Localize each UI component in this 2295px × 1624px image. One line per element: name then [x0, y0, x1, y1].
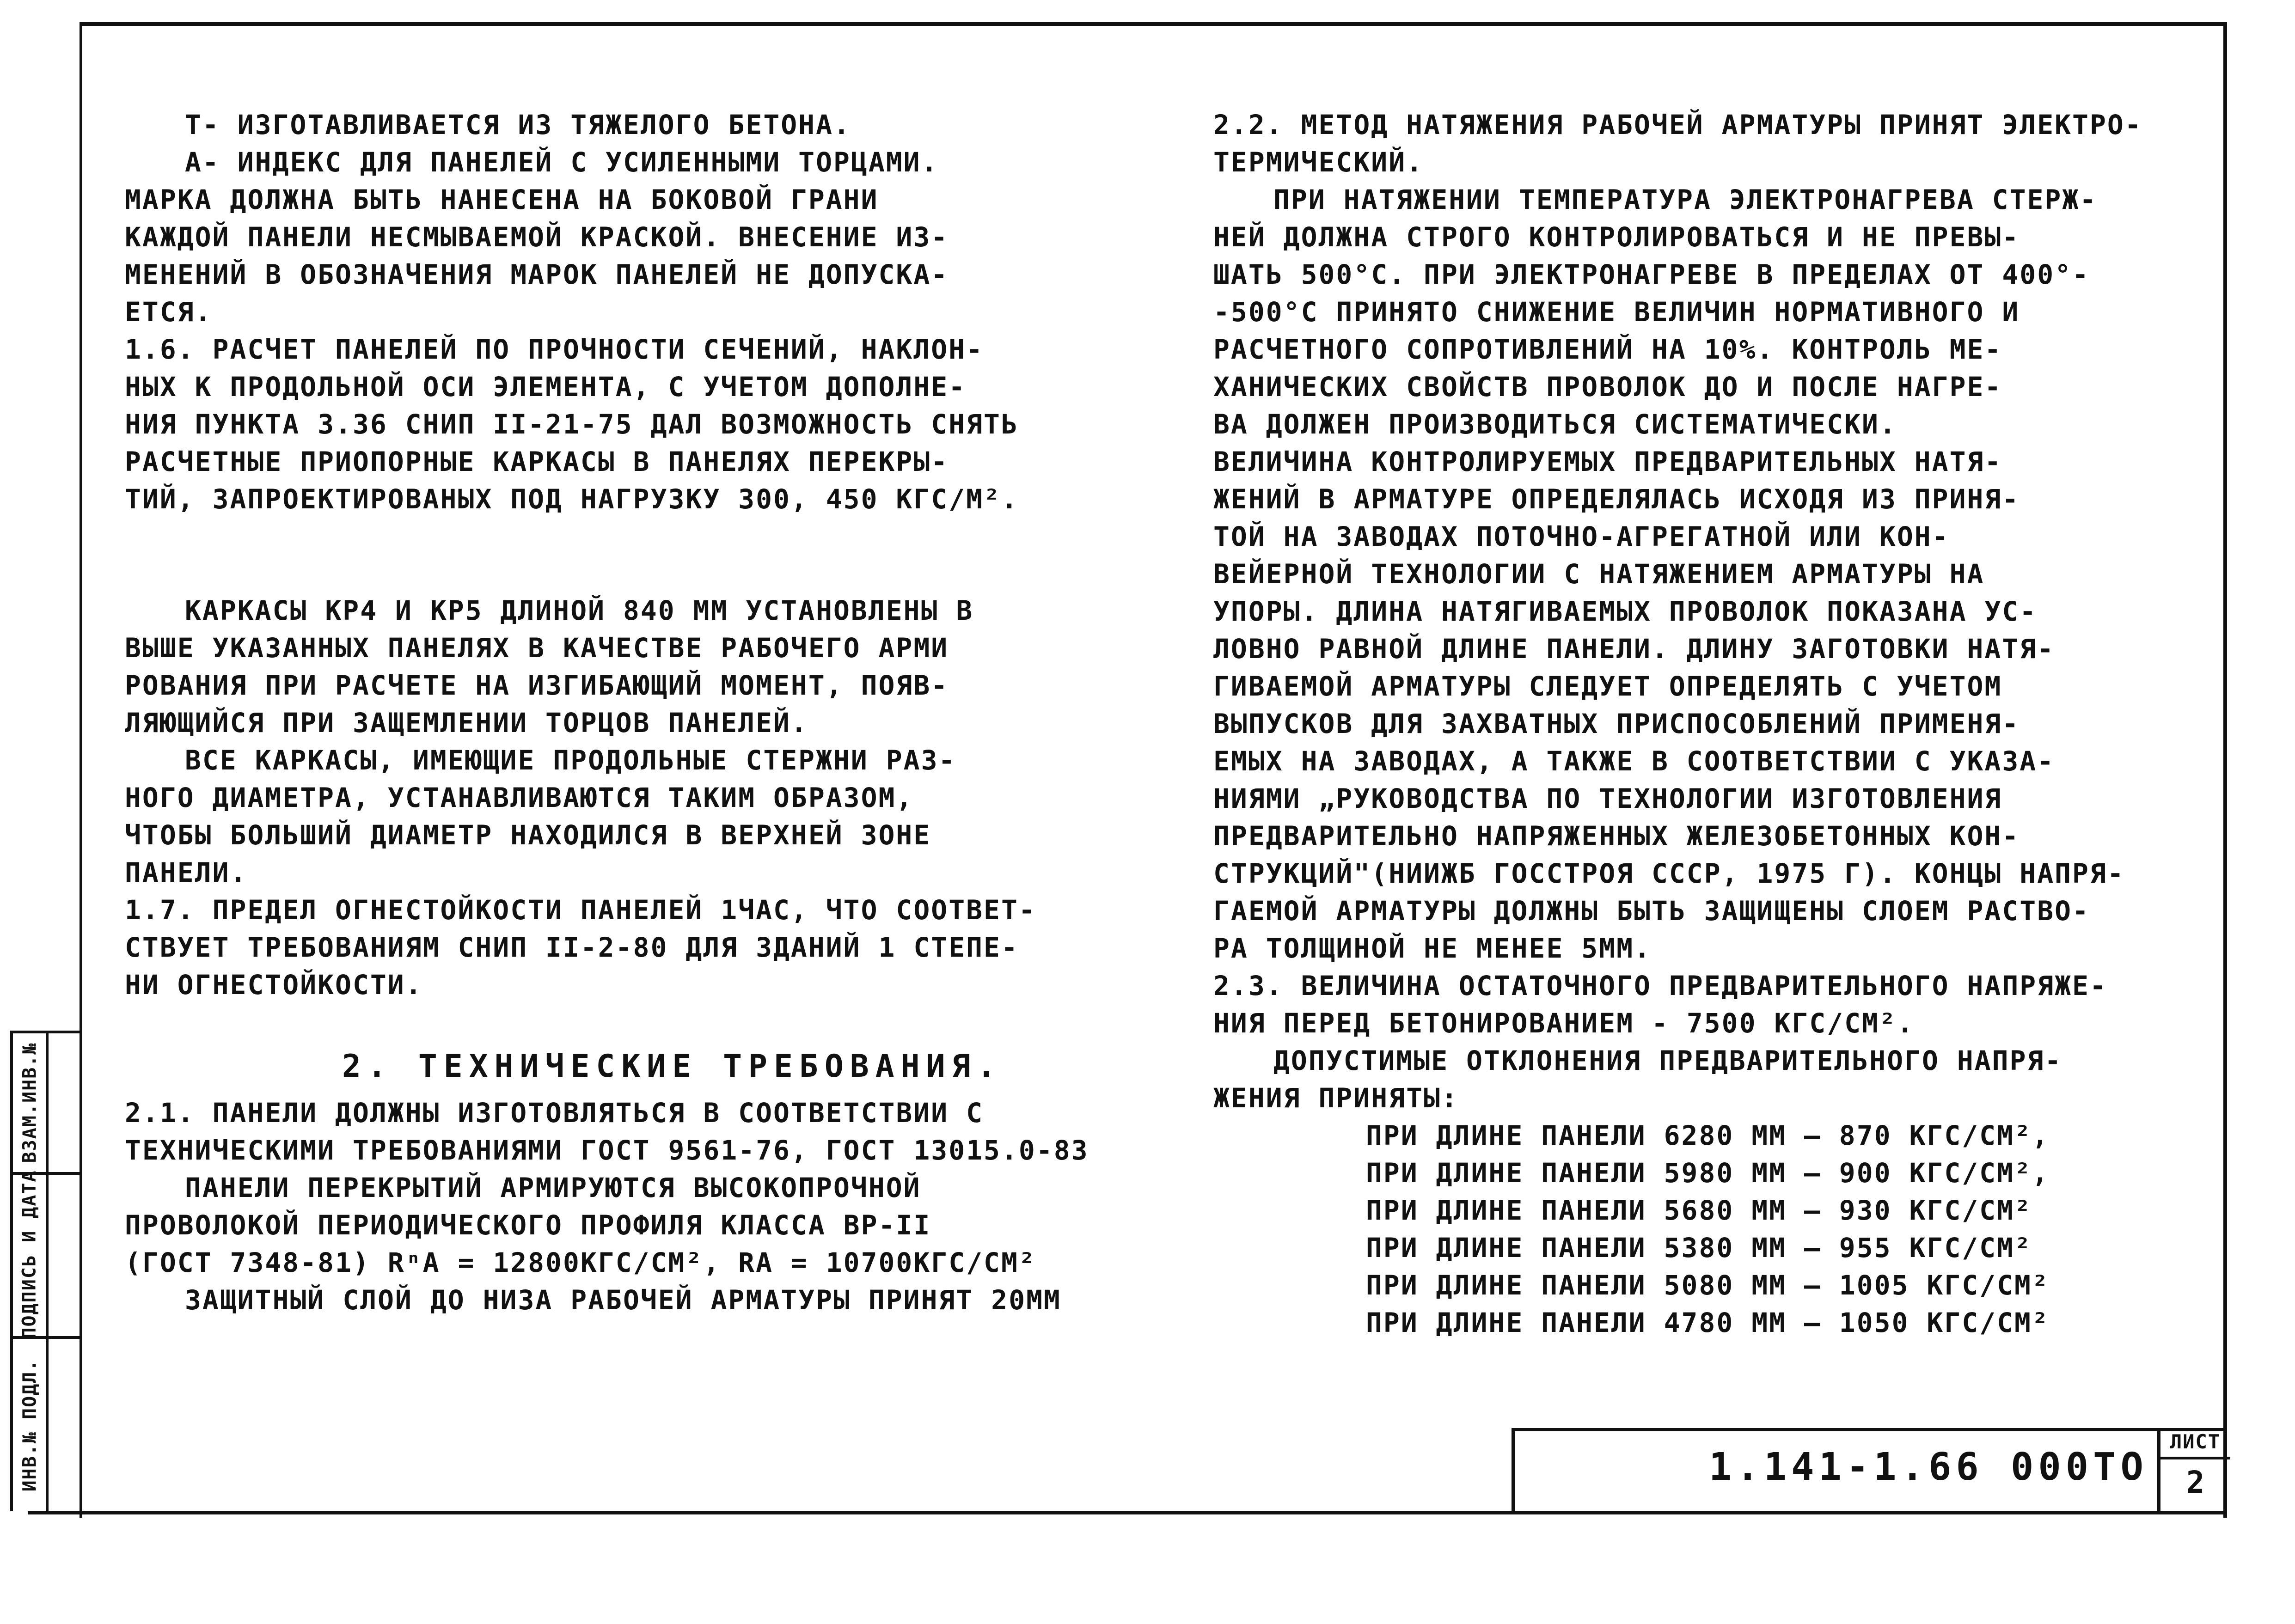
paragraph-2-2 — [1213, 106, 2212, 181]
text-line: НИЯМИ „РУКОВОДСТВА ПО ТЕХНОЛОГИИ ИЗГОТОВЛЕНИЯ — [1213, 783, 2002, 814]
deviation-item: ПРИ ДЛИНЕ ПАНЕЛИ 5980 ММ — 900 КГС/СМ², — [1366, 1157, 2050, 1189]
text-line: МАРКА ДОЛЖНА БЫТЬ НАНЕСЕНА НА БОКОВОЙ ГРАНИ — [125, 184, 879, 215]
text-line: НОГО ДИАМЕТРА, УСТАНАВЛИВАЮТСЯ ТАКИМ ОБРАЗОМ, — [125, 782, 914, 813]
deviation-item: ПРИ ДЛИНЕ ПАНЕЛИ 4780 ММ — 1050 КГС/СМ² — [1366, 1307, 2050, 1338]
stamp-divider — [13, 1172, 80, 1175]
paragraph-2-3 — [1213, 967, 2212, 1042]
stamp-cell-signature-date — [13, 1169, 46, 1339]
text-line: НЫХ К ПРОДОЛЬНОЙ ОСИ ЭЛЕМЕНТА, С УЧЕТОМ ДОПОЛНЕ- — [125, 371, 967, 403]
deviation-item: ПРИ ДЛИНЕ ПАНЕЛИ 5380 ММ — 955 КГС/СМ² — [1366, 1232, 2032, 1264]
text-line: ТОЙ НА ЗАВОДАХ ПОТОЧНО-АГРЕГАТНОЙ ИЛИ КОН- — [1213, 521, 1950, 552]
text-line: ПАНЕЛИ ПЕРЕКРЫТИЙ АРМИРУЮТСЯ ВЫСОКОПРОЧНОЙ — [185, 1172, 921, 1203]
text-line: СТВУЕТ ТРЕБОВАНИЯМ СНИП II-2-80 ДЛЯ ЗДАНИЙ 1 СТЕПЕ- — [125, 932, 1019, 963]
stamp-cell-vzam-inv — [13, 1033, 46, 1172]
text-line: РОВАНИЯ ПРИ РАСЧЕТЕ НА ИЗГИБАЮЩИЙ МОМЕНТ, ПОЯВ- — [125, 670, 949, 701]
text-line: НИ ОГНЕСТОЙКОСТИ. — [125, 969, 423, 1001]
text-line: НЕЙ ДОЛЖНА СТРОГО КОНТРОЛИРОВАТЬСЯ И НЕ ПРЕВЫ- — [1213, 221, 2020, 253]
text-line: -500°С ПРИНЯТО СНИЖЕНИЕ ВЕЛИЧИН НОРМАТИВНОГО И — [1213, 296, 2020, 328]
paragraph-deviations-intro — [1213, 1042, 2212, 1117]
text-line: НИЯ ПЕРЕД БЕТОНИРОВАНИЕМ - 7500 КГС/СМ². — [1213, 1007, 1915, 1039]
right-text-column — [1213, 106, 2212, 1342]
sheet-cell — [2157, 1428, 2230, 1514]
text-line: ВЫШЕ УКАЗАННЫХ ПАНЕЛЯХ В КАЧЕСТВЕ РАБОЧЕГО АРМИ — [125, 632, 949, 664]
paragraph-frames — [125, 592, 1142, 742]
spacer — [125, 518, 1142, 592]
sheet-number: 2 — [2186, 1465, 2205, 1500]
text-line: ЛОВНО РАВНОЙ ДЛИНЕ ПАНЕЛИ. ДЛИНУ ЗАГОТОВКИ НАТЯ- — [1213, 633, 2055, 665]
paragraph-2-1 — [125, 1094, 1142, 1169]
text-line: СТРУКЦИЙ"(НИИЖБ ГОССТРОЯ СССР, 1975 Г). КОНЦЫ НАПРЯ- — [1213, 858, 2125, 889]
paragraph-reinforcement — [125, 1169, 1142, 1282]
text-line: ВА ДОЛЖЕН ПРОИЗВОДИТЬСЯ СИСТЕМАТИЧЕСКИ. — [1213, 409, 1897, 440]
text-line: ШАТЬ 500°С. ПРИ ЭЛЕКТРОНАГРЕВЕ В ПРЕДЕЛАХ ОТ 400°- — [1213, 259, 2090, 290]
paragraph-index: А- ИНДЕКС ДЛЯ ПАНЕЛЕЙ С УСИЛЕННЫМИ ТОРЦАМИ. — [185, 147, 939, 178]
paragraph-1-7 — [125, 891, 1142, 1004]
paragraph-1-6 — [125, 331, 1142, 518]
paragraph-all-frames — [125, 742, 1142, 891]
text-line: РАСЧЕТНОГО СОПРОТИВЛЕНИЙ НА 10%. КОНТРОЛЬ МЕ- — [1213, 334, 2002, 365]
text-line: ТИЙ, ЗАПРОЕКТИРОВАНЫХ ПОД НАГРУЗКУ 300, 450 КГС/М². — [125, 483, 1019, 515]
text-line: (ГОСТ 7348-81) RⁿA = 12800КГС/СМ², RA = 10700КГС/СМ² — [125, 1247, 1036, 1278]
text-line: ЧТОБЫ БОЛЬШИЙ ДИАМЕТР НАХОДИЛСЯ В ВЕРХНЕЙ ЗОНЕ — [125, 819, 931, 851]
text-line: 2.2. МЕТОД НАТЯЖЕНИЯ РАБОЧЕЙ АРМАТУРЫ ПРИНЯТ ЭЛЕКТРО- — [1213, 109, 2142, 140]
paragraph-concrete: Т- ИЗГОТАВЛИВАЕТСЯ ИЗ ТЯЖЕЛОГО БЕТОНА. — [185, 109, 851, 140]
text-line: ТЕХНИЧЕСКИМИ ТРЕБОВАНИЯМИ ГОСТ 9561-76, ГОСТ 13015.0-83 — [125, 1135, 1089, 1166]
text-line: УПОРЫ. ДЛИНА НАТЯГИВАЕМЫХ ПРОВОЛОК ПОКАЗАНА УС- — [1213, 596, 2038, 627]
text-line: ПРЕДВАРИТЕЛЬНО НАПРЯЖЕННЫХ ЖЕЛЕЗОБЕТОННЫХ КОН- — [1213, 820, 2020, 852]
text-line: ЖЕНИЯ ПРИНЯТЫ: — [1213, 1082, 1459, 1114]
deviation-item: ПРИ ДЛИНЕ ПАНЕЛИ 5680 ММ — 930 КГС/СМ² — [1366, 1195, 2032, 1226]
spacer — [125, 1004, 1142, 1048]
text-line: РА ТОЛЩИНОЙ НЕ МЕНЕЕ 5ММ. — [1213, 933, 1652, 964]
deviation-item: ПРИ ДЛИНЕ ПАНЕЛИ 6280 ММ — 870 КГС/СМ², — [1366, 1120, 2050, 1151]
text-line: 2.1. ПАНЕЛИ ДОЛЖНЫ ИЗГОТОВЛЯТЬСЯ В СООТВЕТСТВИИ С — [125, 1097, 984, 1129]
stamp-label: ПОДПИСЬ И ДАТА — [19, 1169, 40, 1339]
text-line: ПРИ НАТЯЖЕНИИ ТЕМПЕРАТУРА ЭЛЕКТРОНАГРЕВА СТЕРЖ- — [1273, 184, 2098, 215]
paragraph-protective-layer: ЗАЩИТНЫЙ СЛОЙ ДО НИЗА РАБОЧЕЙ АРМАТУРЫ ПРИНЯТ 20ММ — [185, 1284, 1061, 1316]
document-code: 1.141-1.66 000ТО — [1709, 1445, 2148, 1489]
text-line: ВЫПУСКОВ ДЛЯ ЗАХВАТНЫХ ПРИСПОСОБЛЕНИЙ ПРИМЕНЯ- — [1213, 708, 2020, 739]
text-line: КАЖДОЙ ПАНЕЛИ НЕСМЫВАЕМОЙ КРАСКОЙ. ВНЕСЕНИЕ ИЗ- — [125, 221, 949, 253]
text-line: РАСЧЕТНЫЕ ПРИОПОРНЫЕ КАРКАСЫ В ПАНЕЛЯХ ПЕРЕКРЫ- — [125, 446, 949, 477]
stamp-column-divider — [46, 1033, 49, 1511]
text-line: КАРКАСЫ КР4 И КР5 ДЛИНОЙ 840 ММ УСТАНОВЛЕНЫ В — [185, 595, 974, 626]
section-title: 2. ТЕХНИЧЕСКИЕ ТРЕБОВАНИЯ. — [342, 1048, 1003, 1085]
text-line: ЕТСЯ. — [125, 296, 213, 328]
text-line: ВЕЙЕРНОЙ ТЕХНОЛОГИИ С НАТЯЖЕНИЕМ АРМАТУРЫ НА — [1213, 558, 1985, 590]
stamp-label: ИНВ.№ ПОДЛ. — [19, 1359, 40, 1491]
text-line: ГАЕМОЙ АРМАТУРЫ ДОЛЖНЫ БЫТЬ ЗАЩИЩЕНЫ СЛОЕМ РАСТВО- — [1213, 895, 2090, 927]
text-line: 1.7. ПРЕДЕЛ ОГНЕСТОЙКОСТИ ПАНЕЛЕЙ 1ЧАС, ЧТО СООТВЕТ- — [125, 894, 1036, 926]
text-line: ПРОВОЛОКОЙ ПЕРИОДИЧЕСКОГО ПРОФИЛЯ КЛАССА ВР-II — [125, 1209, 931, 1241]
text-line: ВЕЛИЧИНА КОНТРОЛИРУЕМЫХ ПРЕДВАРИТЕЛЬНЫХ НАТЯ- — [1213, 446, 2002, 477]
text-line: ЖЕНИЙ В АРМАТУРЕ ОПРЕДЕЛЯЛАСЬ ИСХОДЯ ИЗ ПРИНЯ- — [1213, 483, 2020, 515]
side-stamp — [10, 1031, 80, 1511]
paragraph-tensioning — [1213, 181, 2212, 967]
text-line: НИЯ ПУНКТА 3.36 СНИП II-21-75 ДАЛ ВОЗМОЖНОСТЬ СНЯТЬ — [125, 409, 1019, 440]
text-line: ЕМЫХ НА ЗАВОДАХ, А ТАКЖЕ В СООТВЕТСТВИИ С УКАЗА- — [1213, 745, 2055, 777]
text-line: ДОПУСТИМЫЕ ОТКЛОНЕНИЯ ПРЕДВАРИТЕЛЬНОГО НАПРЯ- — [1273, 1045, 2062, 1076]
text-line: ЛЯЮЩИЙСЯ ПРИ ЗАЩЕМЛЕНИИ ТОРЦОВ ПАНЕЛЕЙ. — [125, 707, 808, 739]
paragraph-marking — [125, 181, 1142, 331]
deviation-list — [1213, 1117, 2212, 1342]
text-line: ВСЕ КАРКАСЫ, ИМЕЮЩИЕ ПРОДОЛЬНЫЕ СТЕРЖНИ РАЗ- — [185, 745, 956, 776]
stamp-cell-inv-podl — [13, 1336, 46, 1514]
text-line: МЕНЕНИЙ В ОБОЗНАЧЕНИЯ МАРОК ПАНЕЛЕЙ НЕ ДОПУСКА- — [125, 259, 949, 290]
text-line: ТЕРМИЧЕСКИЙ. — [1213, 147, 1424, 178]
text-line: ХАНИЧЕСКИХ СВОЙСТВ ПРОВОЛОК ДО И ПОСЛЕ НАГРЕ- — [1213, 371, 2002, 403]
title-block — [1512, 1428, 2227, 1514]
stamp-label: ВЗАМ.ИНВ.№ — [19, 1042, 41, 1163]
left-text-column — [125, 106, 1142, 1319]
text-line: 2.3. ВЕЛИЧИНА ОСТАТОЧНОГО ПРЕДВАРИТЕЛЬНОГО НАПРЯЖЕ- — [1213, 970, 2107, 1001]
text-line: ПАНЕЛИ. — [125, 857, 248, 888]
text-line: 1.6. РАСЧЕТ ПАНЕЛЕЙ ПО ПРОЧНОСТИ СЕЧЕНИЙ, НАКЛОН- — [125, 334, 984, 365]
text-line: ГИВАЕМОЙ АРМАТУРЫ СЛЕДУЕТ ОПРЕДЕЛЯТЬ С УЧЕТОМ — [1213, 671, 2002, 702]
sheet-label: ЛИСТ — [2160, 1428, 2230, 1459]
deviation-item: ПРИ ДЛИНЕ ПАНЕЛИ 5080 ММ — 1005 КГС/СМ² — [1366, 1270, 2050, 1301]
